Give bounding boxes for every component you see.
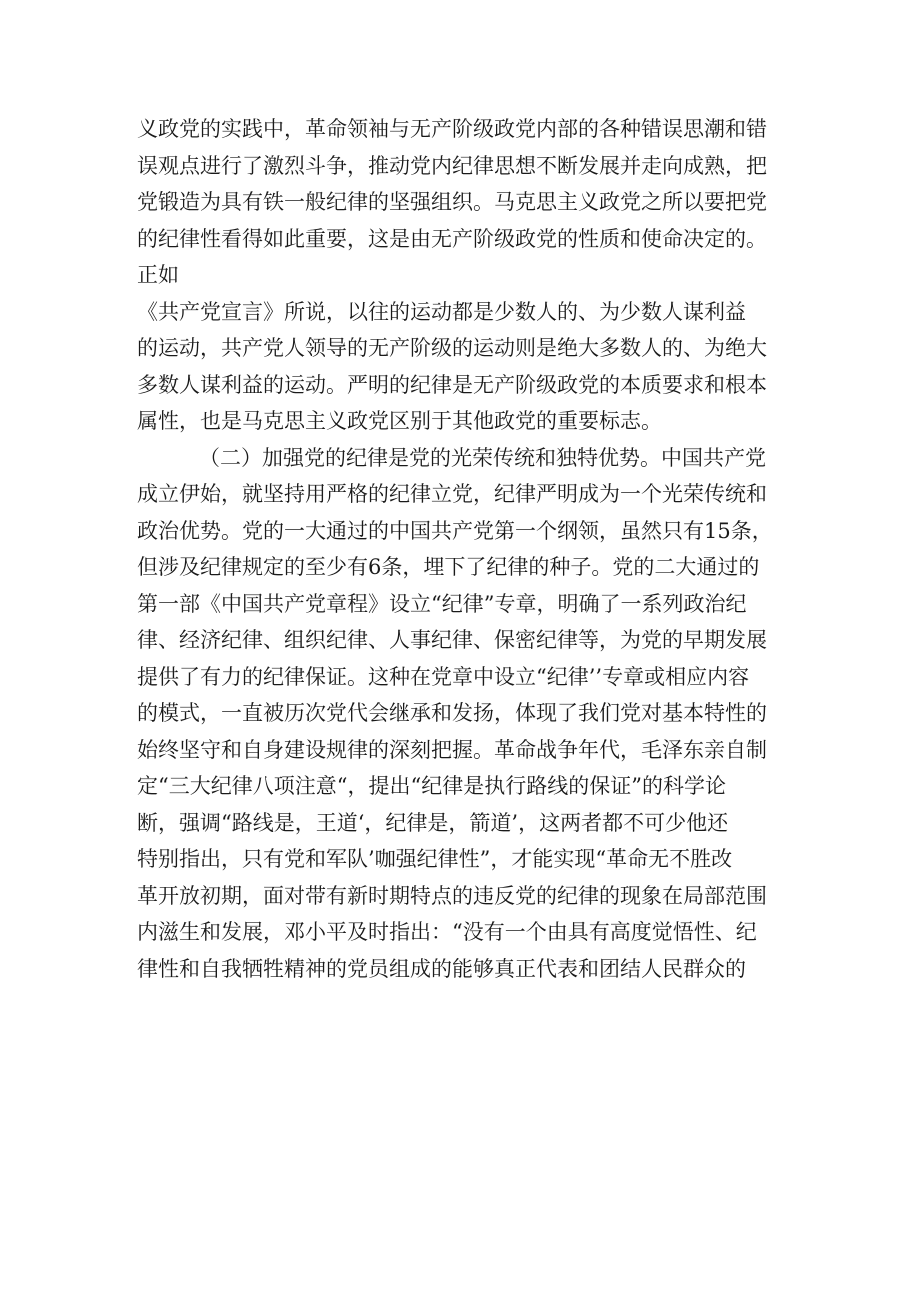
text-line: 定“三大纪律八项注意“，提出“纪律是执行路线的保证”的科学论 [137,774,726,798]
text-line: 成立伊始，就坚持用严格的纪律立党，纪律严明成为一个光荣传统和 [137,482,767,506]
text-line: 律、经济纪律、组织纪律、人事纪律、保密纪律等，为党的早期发展 [137,628,767,652]
text-line: 《共产党宣言》所说，以往的运动都是少数人的、为少数人谋利益 [137,299,746,324]
text-line: 断，强调“路线是，王道‘，纪律是，箭道’，这两者都不可少他还 [137,810,729,835]
text-line: 的运动，共产党人领导的无产阶级的运动则是绝大多数人的、为绝大 [137,336,767,360]
section-heading-line: （二）加强党的纪律是党的光荣传统和独特优势。中国共产党 [199,445,766,470]
text-line: 提供了有力的纪律保证。这种在党章中设立“纪律’’专章或相应内容 [137,664,750,689]
text-line: 属性，也是马克思主义政党区别于其他政党的重要标志。 [137,409,662,433]
text-line: 革开放初期，面对带有新时期特点的违反党的纪律的现象在局部范围 [137,883,767,908]
text-line: 误观点进行了激烈斗争，推动党内纪律思想不断发展并走向成熟，把 [137,153,767,178]
text-line: 多数人谋利益的运动。严明的纪律是无产阶级政党的本质要求和根本 [137,372,767,397]
text-line: 特别指出，只有党和军队’咖强纪律性”，才能实现“革命无不胜改 [137,847,733,871]
text-line: 律性和自我牺牲精神的党员组成的能够真正代表和团结人民群众的 [137,956,746,981]
body-text [137,111,797,987]
text-line: 始终坚守和自身建设规律的深刻把握。革命战争年代，毛泽东亲自制 [137,737,767,762]
text-line: 的纪律性看得如此重要，这是由无产阶级政党的性质和使命决定的。 [137,226,767,251]
text-line: 但涉及纪律规定的至少有6条，埋下了纪律的种子。党的二大通过的 [137,555,760,579]
text-line: 内滋生和发展，邓小平及时指出：“没有一个由具有高度觉悟性、纪 [137,920,757,944]
text-line: 第一部《中国共产党章程》设立“纪律”专章，明确了一系列政治纪 [137,591,747,616]
text-line: 正如 [137,263,179,287]
text-line: 政治优势。党的一大通过的中国共产党第一个纲领，虽然只有15条， [137,518,773,543]
text-line: 的模式，一直被历次党代会继承和发扬，体现了我们党对基本特性的 [137,701,767,725]
text-line: 党锻造为具有铁一般纪律的坚强组织。马克思主义政党之所以要把党 [137,190,767,214]
text-line: 义政党的实践中，革命领袖与无产阶级政党内部的各种错误思潮和错 [137,117,767,141]
